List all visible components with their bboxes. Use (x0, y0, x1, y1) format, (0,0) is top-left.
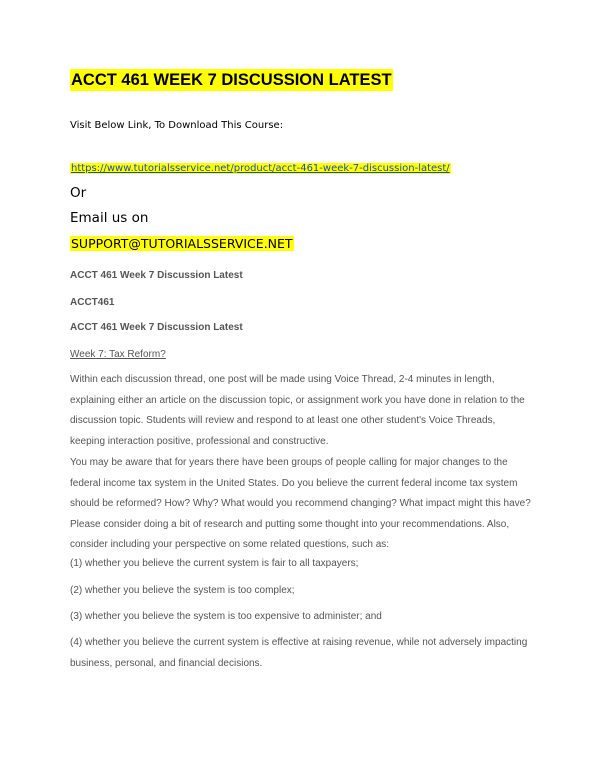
question-3: (3) whether you believe the system is too expensive to administer; and (70, 611, 382, 622)
instructions-paragraph: Within each discussion thread, one post will be made using Voice Thread, 2-4 minutes in length, explaining either an article on the discussion topic, or assignment work you have done in relation to the discussion topic. Students will review and respond to at least one other student's Voice Threads, keeping interaction positive, professional and constructive. (70, 374, 525, 447)
prompt-paragraph: You may be aware that for years there have been groups of people calling for major changes to the federal income tax system in the United States. Do you believe the current federal income tax system should be reformed? How? Why? What would you recommend changing? What impact might this have? Please consider doing a bit of research and putting some thought into your recommendations. Also, consider including your perspective on some related questions, such as: (70, 457, 531, 551)
week-topic-link[interactable]: Week 7: Tax Reform? (70, 349, 166, 360)
course-heading-repeat: ACCT 461 Week 7 Discussion Latest (70, 322, 243, 333)
course-heading: ACCT 461 Week 7 Discussion Latest (70, 270, 243, 281)
course-code-heading: ACCT461 (70, 297, 115, 308)
email-label: Email us on (70, 210, 149, 226)
intro-text: Visit Below Link, To Download This Course: (70, 120, 284, 131)
or-text: Or (70, 185, 87, 201)
question-1: (1) whether you believe the current system is fair to all taxpayers; (70, 558, 359, 569)
document-title: ACCT 461 WEEK 7 DISCUSSION LATEST (71, 71, 392, 89)
question-4: (4) whether you believe the current system is effective at raising revenue, while not adversely impacting business, personal, and financial decisions. (70, 637, 528, 669)
course-link[interactable]: https://www.tutorialsservice.net/product/acct-461-week-7-discussion-latest/ (71, 163, 450, 174)
support-email[interactable]: SUPPORT@TUTORIALSSERVICE.NET (71, 236, 293, 251)
question-2: (2) whether you believe the system is too complex; (70, 585, 295, 596)
